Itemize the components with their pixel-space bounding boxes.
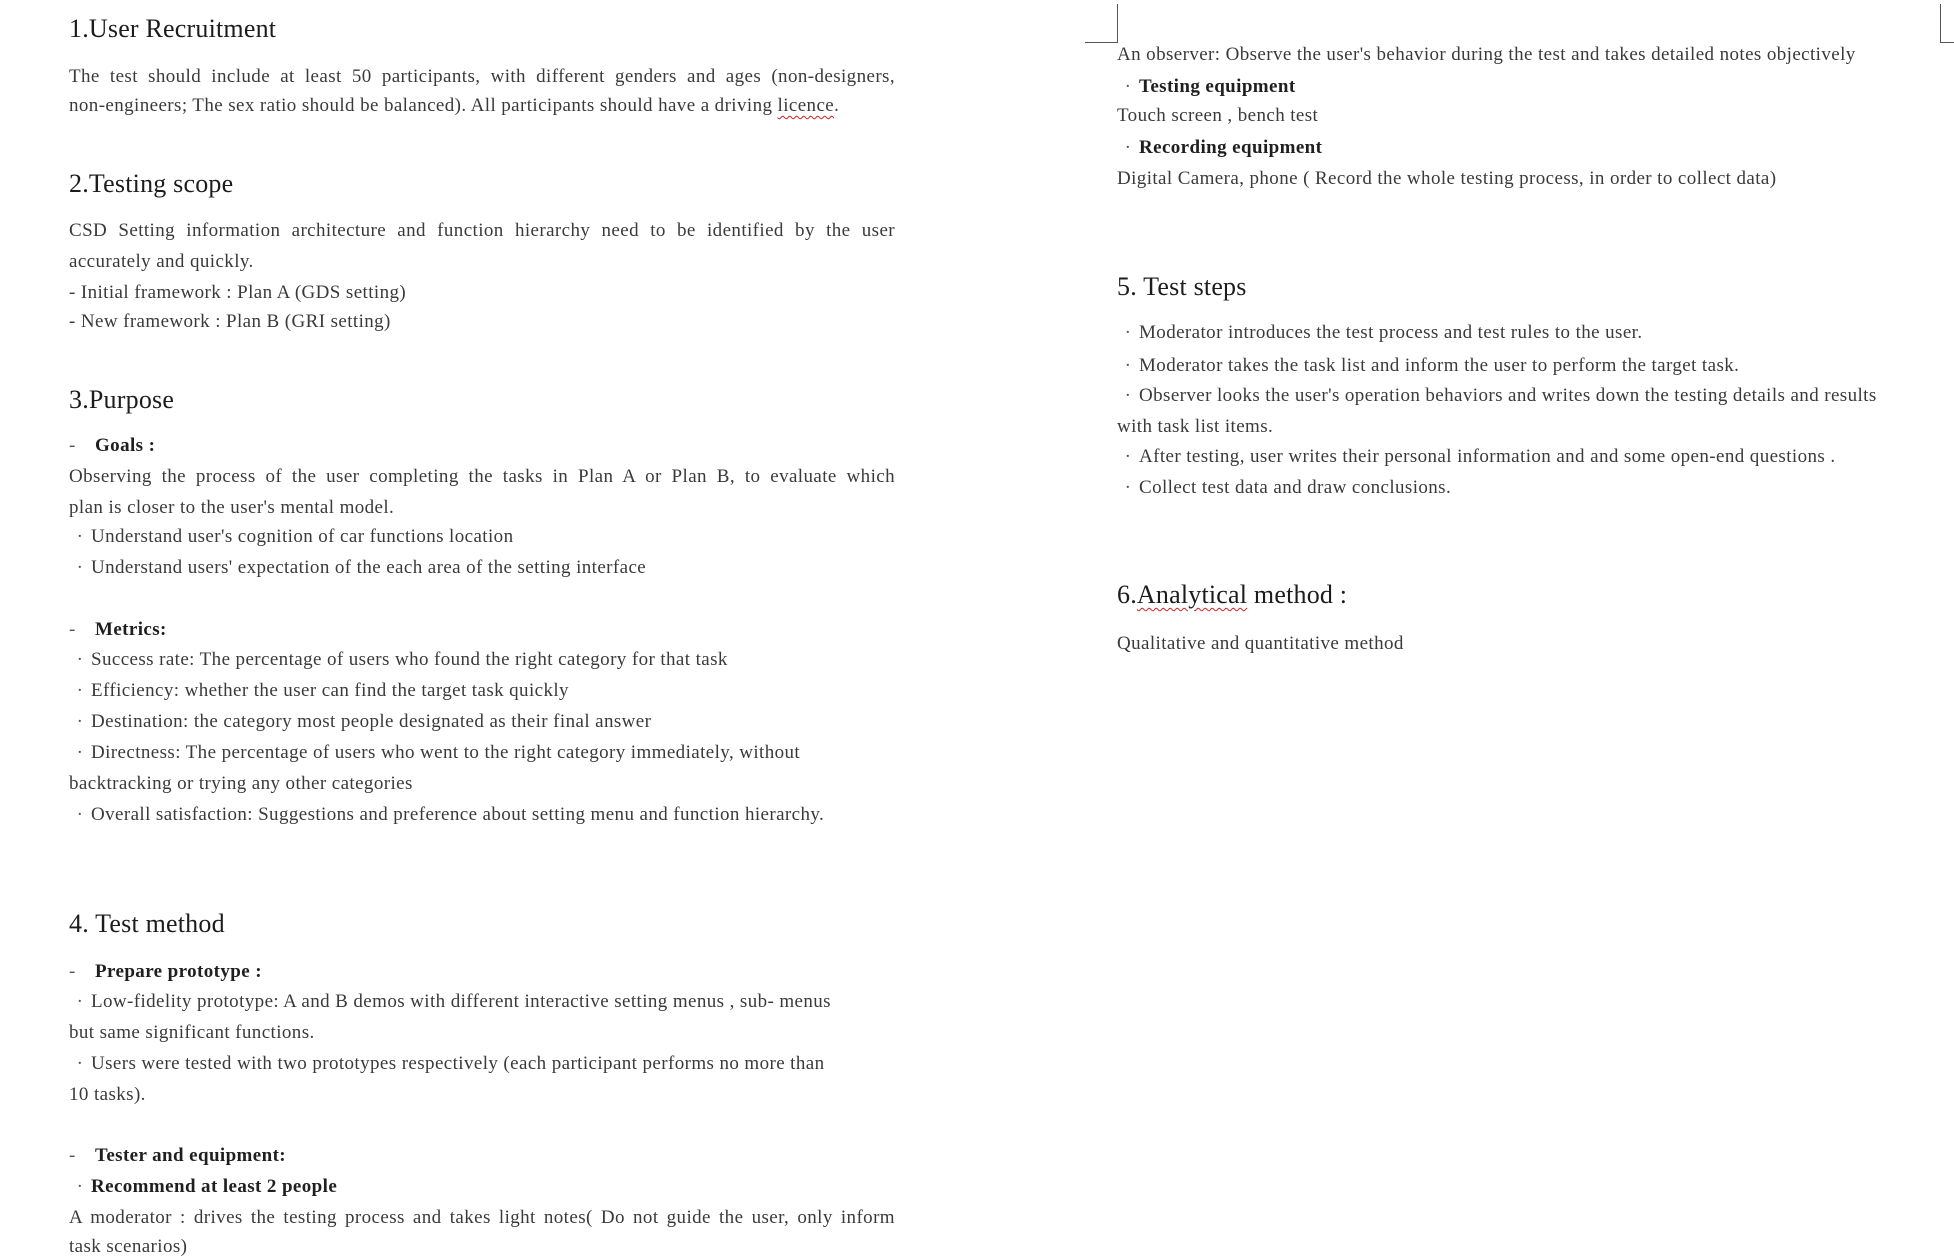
goals-label-line bbox=[69, 435, 155, 457]
bullet-icon: · bbox=[76, 1176, 84, 1197]
section-1-heading: 1.User Recruitment bbox=[69, 14, 277, 43]
goal-item bbox=[69, 557, 646, 579]
section-6-heading-rest: method : bbox=[1247, 580, 1348, 609]
bullet-icon: · bbox=[1124, 385, 1132, 406]
spellcheck-word-licence[interactable]: licence bbox=[777, 95, 835, 116]
analytical-method-text: Qualitative and quantitative method bbox=[1117, 633, 1404, 654]
prepare-item bbox=[69, 1053, 825, 1075]
goals-text-line-2: plan is closer to the user's mental model. bbox=[69, 497, 395, 518]
section-3-heading: 3.Purpose bbox=[69, 385, 175, 414]
testing-equipment-text: Touch screen , bench test bbox=[1117, 105, 1319, 126]
dash-marker: - bbox=[69, 1145, 76, 1166]
section-5-heading: 5. Test steps bbox=[1117, 272, 1247, 301]
recommend-item bbox=[69, 1176, 337, 1198]
scope-item-initial-framework: - Initial framework : Plan A (GDS setting) bbox=[69, 282, 407, 303]
bullet-icon: · bbox=[1124, 137, 1132, 158]
prepare-label-line bbox=[69, 961, 262, 983]
test-step-text: Moderator introduces the test process and test rules to the user. bbox=[1139, 322, 1643, 343]
prepare-text: Users were tested with two prototypes respectively (each participant performs no more than bbox=[91, 1053, 825, 1074]
metric-item bbox=[69, 711, 651, 733]
observer-text: An observer: Observe the user's behavior during the test and takes detailed notes objectively bbox=[1117, 44, 1856, 65]
goal-item-text: Understand user's cognition of car functions location bbox=[91, 526, 514, 547]
recording-equipment-label: Recording equipment bbox=[1139, 137, 1323, 158]
recruitment-text-fragment: non-engineers; The sex ratio should be balanced). All participants should have a driving bbox=[69, 95, 778, 116]
test-step-text: After testing, user writes their personal information and and some open-end questions . bbox=[1139, 446, 1836, 467]
recording-equipment-label-line bbox=[1117, 137, 1322, 159]
test-step-text: Moderator takes the task list and inform the user to perform the target task. bbox=[1139, 355, 1740, 376]
section-6-heading bbox=[1117, 580, 1347, 610]
metric-continuation: backtracking or trying any other categories bbox=[69, 773, 413, 794]
testing-equipment-label-line bbox=[1117, 76, 1296, 98]
metric-text: Destination: the category most people designated as their final answer bbox=[91, 711, 652, 732]
prepare-item bbox=[69, 991, 831, 1013]
recommend-text: Recommend at least 2 people bbox=[91, 1176, 338, 1197]
bullet-icon: · bbox=[1124, 477, 1132, 498]
bullet-icon: · bbox=[76, 1053, 84, 1074]
metric-text: Overall satisfaction: Suggestions and preference about setting menu and function hierarchy. bbox=[91, 804, 825, 825]
bullet-icon: · bbox=[76, 742, 84, 763]
recording-equipment-text: Digital Camera, phone ( Record the whole testing process, in order to collect data) bbox=[1117, 168, 1777, 189]
prepare-label: Prepare prototype : bbox=[95, 961, 262, 982]
bullet-icon: · bbox=[76, 680, 84, 701]
goal-item bbox=[69, 526, 513, 548]
bullet-icon: · bbox=[1124, 446, 1132, 467]
page-corner-mark-left bbox=[1085, 4, 1118, 43]
testing-equipment-label: Testing equipment bbox=[1139, 76, 1296, 97]
bullet-icon: · bbox=[76, 711, 84, 732]
bullet-icon: · bbox=[1124, 355, 1132, 376]
test-step-text: Collect test data and draw conclusions. bbox=[1139, 477, 1452, 498]
tester-label-line bbox=[69, 1145, 286, 1167]
scope-text-line-2: accurately and quickly. bbox=[69, 251, 254, 272]
metric-item bbox=[69, 742, 800, 764]
metrics-label-line bbox=[69, 619, 167, 641]
goals-label: Goals : bbox=[95, 435, 156, 456]
tester-label: Tester and equipment: bbox=[95, 1145, 287, 1166]
section-4-heading: 4. Test method bbox=[69, 909, 225, 938]
goals-text-line-1: Observing the process of the user completing the tasks in Plan A or Plan B, to evaluate which bbox=[69, 466, 895, 487]
metrics-label: Metrics: bbox=[95, 619, 167, 640]
test-step bbox=[1117, 477, 1451, 499]
test-step bbox=[1117, 322, 1643, 344]
bullet-icon: · bbox=[1124, 322, 1132, 343]
metric-text: Efficiency: whether the user can find the target task quickly bbox=[91, 680, 569, 701]
metric-item bbox=[69, 804, 824, 826]
test-step bbox=[1117, 446, 1835, 468]
metric-item bbox=[69, 649, 728, 671]
test-step-continuation: with task list items. bbox=[1117, 416, 1274, 437]
bullet-icon: · bbox=[76, 991, 84, 1012]
bullet-icon: · bbox=[76, 649, 84, 670]
recruitment-text-line-1: The test should include at least 50 participants, with different genders and ages (non-designers, bbox=[69, 66, 895, 87]
metric-text: Directness: The percentage of users who went to the right category immediately, without bbox=[91, 742, 801, 763]
bullet-icon: · bbox=[76, 804, 84, 825]
page-corner-mark-right bbox=[1940, 4, 1954, 43]
bullet-icon: · bbox=[76, 557, 84, 578]
recruitment-text-period: . bbox=[834, 95, 840, 116]
bullet-icon: · bbox=[76, 526, 84, 547]
prepare-continuation: 10 tasks). bbox=[69, 1084, 146, 1105]
test-step bbox=[1117, 355, 1739, 377]
metric-text: Success rate: The percentage of users who found the right category for that task bbox=[91, 649, 728, 670]
scope-text-line-1: CSD Setting information architecture and function hierarchy need to be identified by the user bbox=[69, 220, 895, 241]
scope-item-new-framework: - New framework : Plan B (GRI setting) bbox=[69, 311, 391, 332]
prepare-text: Low-fidelity prototype: A and B demos with different interactive setting menus , sub- menus bbox=[91, 991, 831, 1012]
dash-marker: - bbox=[69, 961, 76, 982]
recruitment-text-line-2 bbox=[69, 95, 839, 117]
test-step-text: Observer looks the user's operation behaviors and writes down the testing details and results bbox=[1139, 385, 1877, 406]
section-2-heading: 2.Testing scope bbox=[69, 169, 234, 198]
dash-marker: - bbox=[69, 435, 76, 456]
metric-item bbox=[69, 680, 569, 702]
spellcheck-word-analytical[interactable]: Analytical bbox=[1136, 580, 1248, 609]
test-step bbox=[1117, 385, 1877, 407]
moderator-text-line-2: task scenarios) bbox=[69, 1236, 188, 1257]
prepare-continuation: but same significant functions. bbox=[69, 1022, 315, 1043]
dash-marker: - bbox=[69, 619, 76, 640]
bullet-icon: · bbox=[1124, 76, 1132, 97]
moderator-text-line-1: A moderator : drives the testing process and takes light notes( Do not guide the user, only inform bbox=[69, 1207, 895, 1228]
section-6-number: 6. bbox=[1117, 580, 1137, 609]
goal-item-text: Understand users' expectation of the each area of the setting interface bbox=[91, 557, 647, 578]
